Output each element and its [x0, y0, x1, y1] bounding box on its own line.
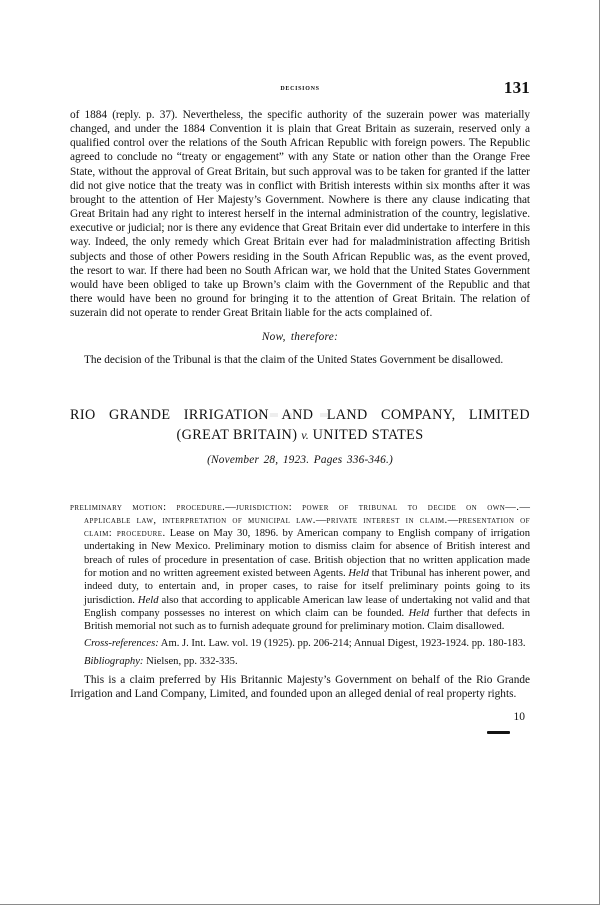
signature-mark: 10	[513, 711, 525, 724]
running-head-title: decisions	[280, 82, 320, 92]
headnote-keyword-3: applicable law, interpretation of municipal law.	[84, 514, 316, 526]
bibliography-line	[70, 655, 530, 668]
running-header	[70, 78, 530, 102]
headnote-dash-4: —	[447, 514, 459, 526]
case-heading	[70, 406, 530, 466]
case-title-line-1: RIO GRANDE IRRIGATION AND LAND COMPANY, LIMITED	[70, 406, 530, 423]
page-content	[70, 78, 530, 723]
continued-paragraph: of 1884 (reply. p. 37). Nevertheless, the specific authority of the suzerain power was materially changed, and under the 1884 Convention it is plain that Great Britain as suzerain, reserved only a qualified control over the relations of the South African Republic with foreign powers. The Republic agreed to conclude no “treaty or engagement” with any State or nation other than the Orange Free State, without the approval of Great Britain, but such approval was to be taken for granted if the latter did not give notice that the treaty was in conflict with British interests within six months after it was brought to the attention of Her Majesty’s Government. Nowhere is there any clause indicating that Great Britain had any right to interest herself in the internal administration of the country, legislative. executive or judicial; nor is there any evidence that Great Britain ever did undertake to interfere in this way. Indeed, the only remedy which Great Britain ever had for maladministration affecting British subjects and those of other Powers residing in the South African Republic was, as the event proved, the resort to war. If there had been no South African war, we hold that the United States Government would have been obliged to take up Brown’s claim with the Government of the Republic and that there would have been no ground for bringing it to the attention of Great Britain. The relation of suzerain did not operate to render Great Britain liable for the acts complained of.	[70, 109, 530, 320]
cross-references-text: Am. J. Int. Law. vol. 19 (1925). pp. 206-214; Annual Digest, 1923-1924. pp. 180-183.	[158, 638, 526, 650]
headnote-held-1: Held	[348, 567, 369, 579]
now-therefore-line: Now, therefore:	[261, 331, 339, 344]
headnote-text-1: Lease on May 30, 1896. by American company to English company of irrigation undertaking in New Mexico. Preliminary motion to dismiss claim for absence of British interest and breach of rules of procedure in presentation of case. British objection that no written application made for motion and no written agreement existed between Agents.	[84, 528, 530, 579]
bibliography-label: Bibliography:	[84, 655, 144, 667]
headnote-dash-2: —	[519, 501, 530, 513]
cross-references-line	[70, 637, 530, 650]
case-date-line: (November 28, 1923. Pages 336-346.)	[207, 453, 393, 466]
decision-paragraph: The decision of the Tribunal is that the claim of the United States Government be disallowed.	[84, 354, 504, 367]
page-number: 131	[503, 78, 530, 97]
case-party-respondent: UNITED STATES	[308, 426, 424, 443]
headnote-block	[70, 501, 530, 634]
headnote-text-3: also that according to applicable American law lease of undertaking not valid and that English company possesses no interest on which claim can be founded.	[84, 594, 530, 619]
headnote-held-2: Held	[137, 594, 159, 606]
cross-references-label: Cross-references:	[84, 638, 159, 650]
case-party-claimant: (GREAT BRITAIN)	[176, 426, 302, 443]
headnote-keywords	[70, 501, 531, 634]
bibliography-text: Nielsen, pp. 332-335.	[143, 655, 238, 667]
headnote-keyword-1: preliminary motion: procedure.	[70, 501, 226, 513]
headnote-dash-1: —	[225, 501, 236, 513]
headnote-keyword-4: private interest in claim.	[326, 514, 448, 526]
final-paragraph: This is a claim preferred by His Britannic Majesty’s Government on behalf of the Rio Grande Irrigation and Land Company, Limited, and founded upon an alleged denial of real property rights.	[70, 674, 530, 701]
headnote-keyword-5: presentation of claim: procedure.	[84, 514, 530, 540]
headnote-text-4: further that defects in British memorial not such as to furnish adequate ground for preliminary motion. Claim disallowed.	[84, 607, 530, 633]
headnote-keyword-2: jurisdiction: power of tribunal to decide on own—.	[235, 501, 520, 513]
case-title-line-2	[70, 426, 530, 445]
case-versus: v.	[301, 427, 309, 442]
headnote-held-3: Held	[408, 607, 430, 619]
headnote-dash-3: —	[315, 514, 327, 526]
headnote-text-2: that Tribunal has inherent power, and indeed duty, to entertain and, in proper cases, to raise for itself preliminary points going to its jurisdiction.	[84, 567, 531, 606]
scan-artifact-dash	[487, 731, 510, 734]
